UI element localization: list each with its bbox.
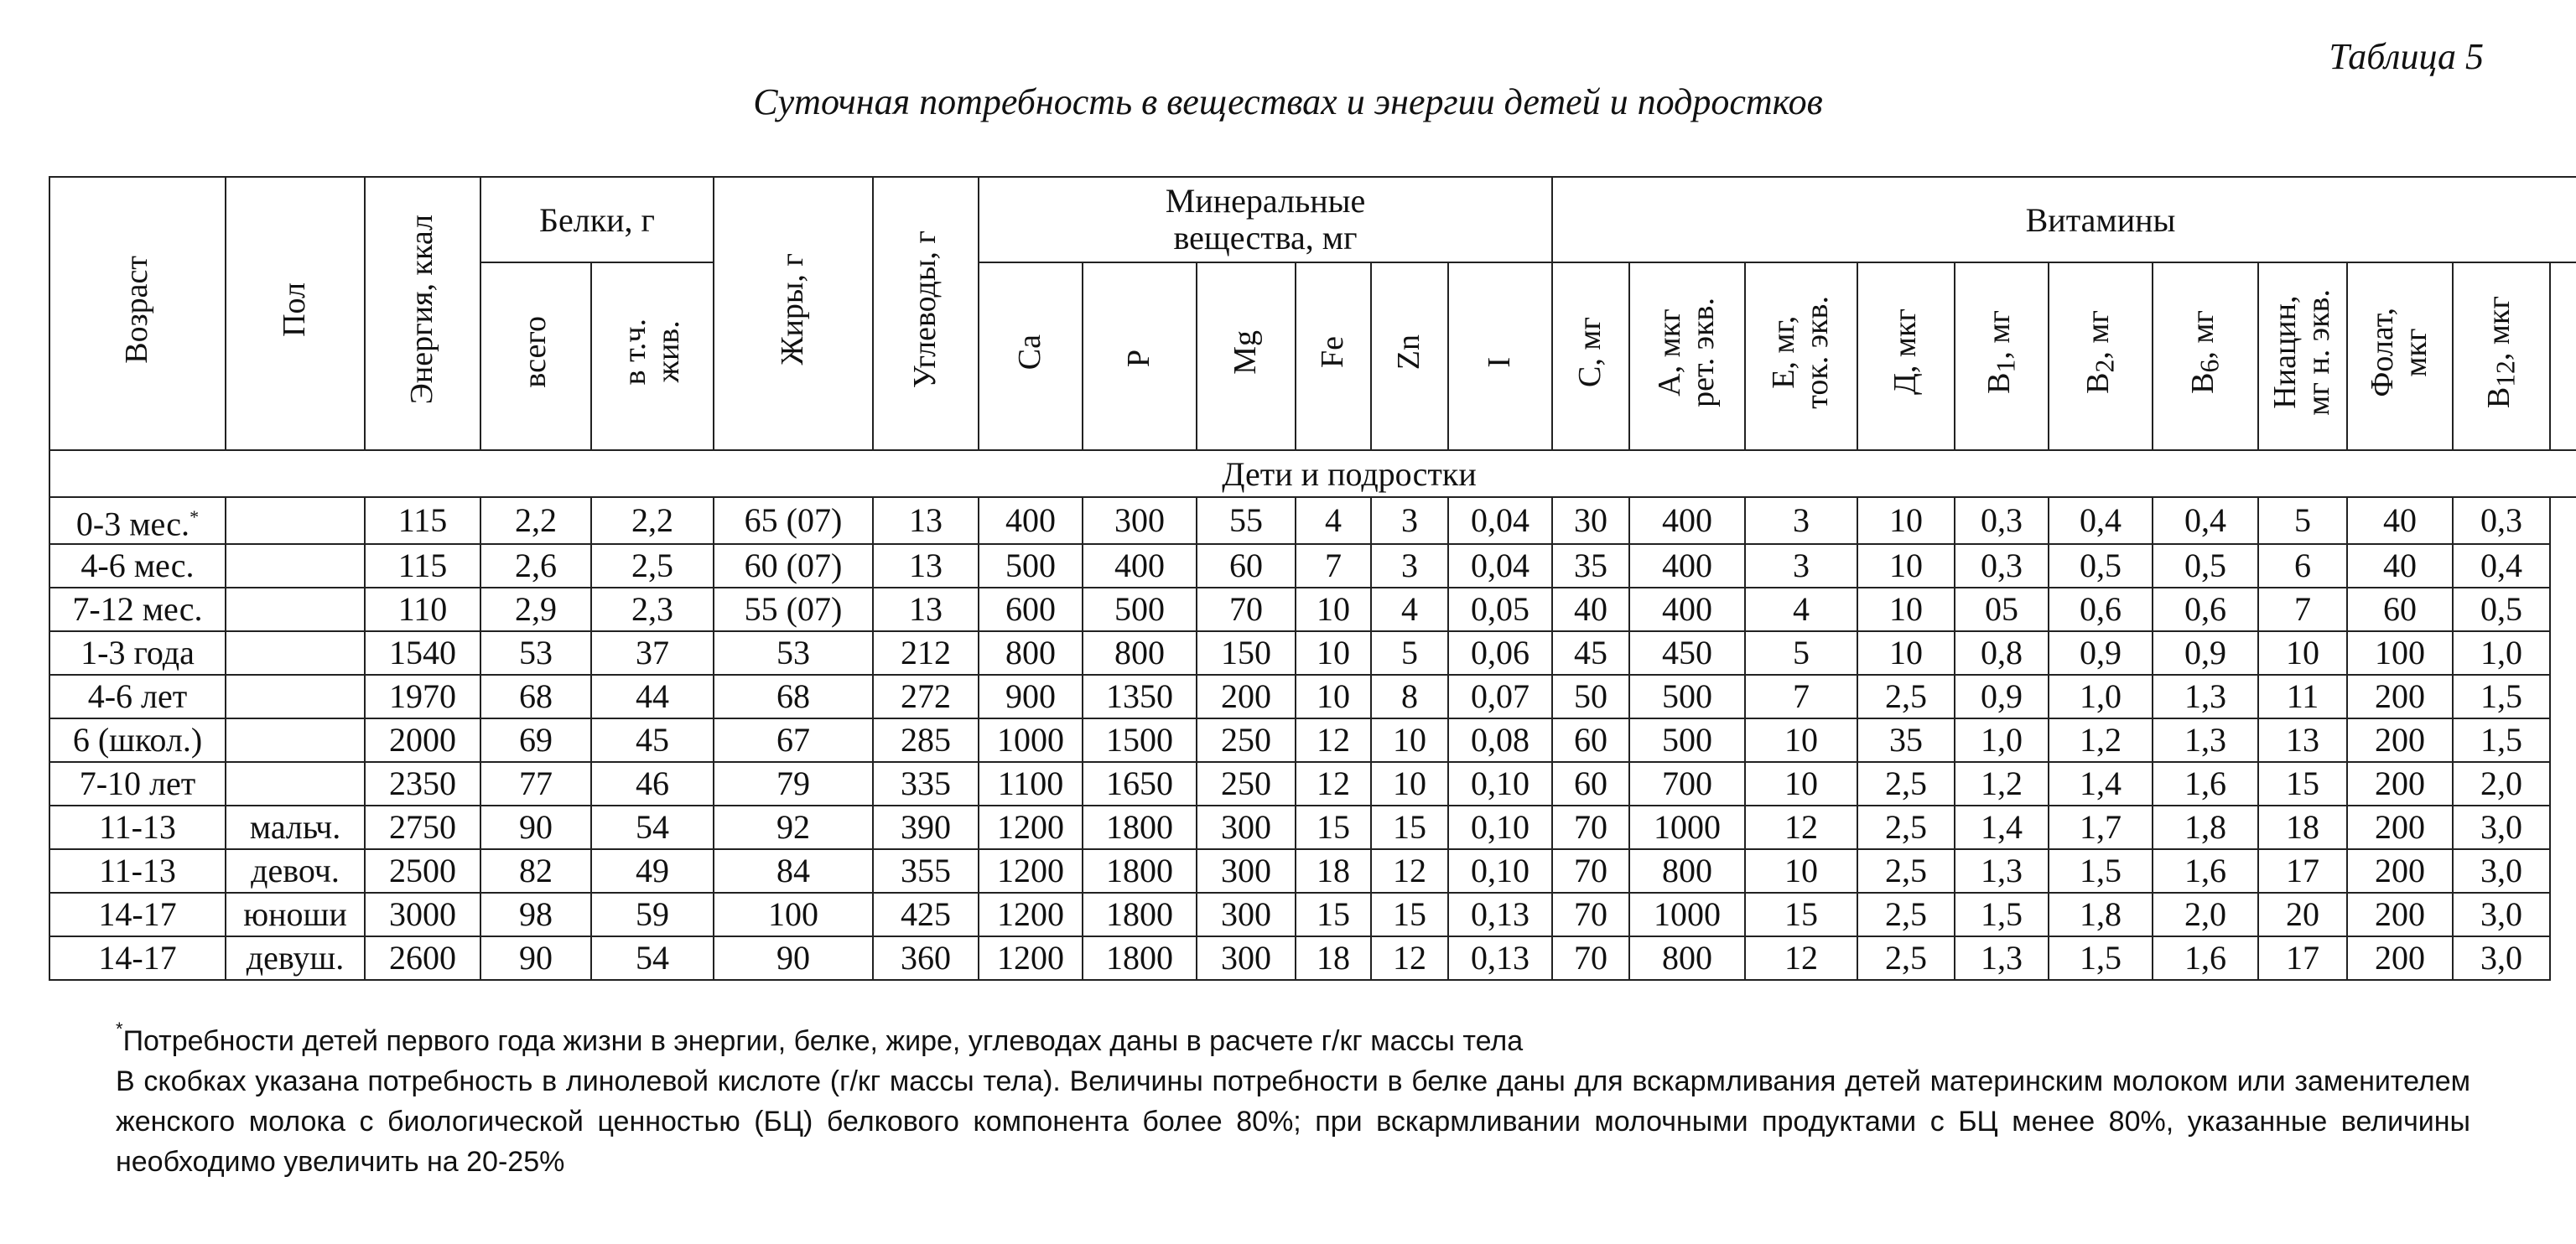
cell-e: 3 — [1745, 544, 1857, 588]
cell-zn: 10 — [1371, 762, 1448, 806]
cell-mg: 250 — [1197, 762, 1296, 806]
header-mg: Mg — [1197, 262, 1296, 450]
cell-b12: 3,0 — [2453, 893, 2550, 936]
cell-b6: 1,6 — [2153, 762, 2258, 806]
cell-niacin: 17 — [2258, 849, 2347, 893]
cell-carb: 425 — [873, 893, 979, 936]
cell-a: 500 — [1629, 718, 1745, 762]
cell-energy: 1540 — [365, 631, 480, 675]
cell-a: 1000 — [1629, 806, 1745, 849]
cell-e: 4 — [1745, 588, 1857, 631]
cell-i: 0,10 — [1448, 762, 1552, 806]
cell-zn: 15 — [1371, 806, 1448, 849]
cell-b2: 0,5 — [2049, 544, 2153, 588]
cell-folate: 40 — [2347, 544, 2453, 588]
cell-b12: 3,0 — [2453, 936, 2550, 980]
cell-a: 400 — [1629, 588, 1745, 631]
cell-b1: 1,0 — [1955, 718, 2049, 762]
table-row — [49, 936, 2576, 980]
cell-sex — [226, 631, 365, 675]
cell-carb: 355 — [873, 849, 979, 893]
cell-e: 10 — [1745, 718, 1857, 762]
footnote-line-1: *Потребности детей первого года жизни в энергии, белке, жире, углеводах даны в расчете г/кг массы тела — [116, 1019, 1524, 1057]
cell-energy: 115 — [365, 497, 480, 544]
cell-b1: 1,4 — [1955, 806, 2049, 849]
cell-a: 500 — [1629, 675, 1745, 718]
cell-b1: 0,3 — [1955, 497, 2049, 544]
cell-mg: 250 — [1197, 718, 1296, 762]
cell-fat: 90 — [714, 936, 873, 980]
header-vit-d: Д, мкг — [1857, 262, 1955, 450]
table-row — [49, 762, 2576, 806]
cell-b6: 1,6 — [2153, 936, 2258, 980]
cell-fat: 68 — [714, 675, 873, 718]
cell-zn: 12 — [1371, 849, 1448, 893]
cell-sex — [226, 718, 365, 762]
cell-energy: 1970 — [365, 675, 480, 718]
table-title: Суточная потребность в веществах и энергии детей и подростков — [753, 81, 1823, 122]
cell-b2: 1,5 — [2049, 936, 2153, 980]
table-caption: Таблица 5 — [2329, 36, 2484, 77]
cell-c: 70 — [1552, 936, 1629, 980]
cell-b12: 0,4 — [2453, 544, 2550, 588]
cell-carb: 360 — [873, 936, 979, 980]
cell-ca: 400 — [979, 497, 1083, 544]
table-row — [49, 806, 2576, 849]
cell-mg: 300 — [1197, 849, 1296, 893]
cell-fe: 18 — [1296, 849, 1371, 893]
header-sex: Пол — [226, 177, 365, 450]
cell-carb: 272 — [873, 675, 979, 718]
cell-prot: 68 — [480, 675, 591, 718]
cell-carb: 390 — [873, 806, 979, 849]
header-protein-animal: в т.ч. жив. — [591, 262, 714, 450]
cell-zn: 5 — [1371, 631, 1448, 675]
cell-age: 14-17 — [49, 893, 226, 936]
cell-b6: 0,6 — [2153, 588, 2258, 631]
cell-folate: 200 — [2347, 936, 2453, 980]
cell-d: 10 — [1857, 497, 1955, 544]
cell-sex: девуш. — [226, 936, 365, 980]
header-energy: Энергия, ккал — [365, 177, 480, 450]
cell-d: 2,5 — [1857, 849, 1955, 893]
header-p: P — [1083, 262, 1197, 450]
cell-energy: 2350 — [365, 762, 480, 806]
cell-p: 1800 — [1083, 893, 1197, 936]
cell-niacin: 15 — [2258, 762, 2347, 806]
cell-carb: 13 — [873, 544, 979, 588]
cell-fe: 10 — [1296, 675, 1371, 718]
cell-folate: 100 — [2347, 631, 2453, 675]
cell-b6: 2,0 — [2153, 893, 2258, 936]
cell-mg: 150 — [1197, 631, 1296, 675]
cell-i: 0,13 — [1448, 893, 1552, 936]
cell-b2: 0,9 — [2049, 631, 2153, 675]
cell-prot: 2,2 — [480, 497, 591, 544]
cell-age: 1-3 года — [49, 631, 226, 675]
cell-prot-an: 59 — [591, 893, 714, 936]
cell-fat: 100 — [714, 893, 873, 936]
cell-carb: 285 — [873, 718, 979, 762]
cell-energy: 2750 — [365, 806, 480, 849]
cell-niacin: 7 — [2258, 588, 2347, 631]
cell-b1: 0,9 — [1955, 675, 2049, 718]
cell-prot-an: 37 — [591, 631, 714, 675]
cell-prot-an: 54 — [591, 936, 714, 980]
header-i: I — [1448, 262, 1552, 450]
cell-b1: 1,3 — [1955, 936, 2049, 980]
cell-a: 400 — [1629, 544, 1745, 588]
cell-age: 4-6 лет — [49, 675, 226, 718]
cell-i: 0,05 — [1448, 588, 1552, 631]
cell-fat: 65 (07) — [714, 497, 873, 544]
cell-fe: 10 — [1296, 631, 1371, 675]
cell-fe: 18 — [1296, 936, 1371, 980]
header-vit-b6: $В_6$, мг — [2153, 262, 2258, 450]
cell-ca: 600 — [979, 588, 1083, 631]
cell-a: 400 — [1629, 497, 1745, 544]
cell-fat: 55 (07) — [714, 588, 873, 631]
cell-i: 0,10 — [1448, 849, 1552, 893]
cell-sex — [226, 675, 365, 718]
cell-ca: 1200 — [979, 936, 1083, 980]
cell-age: 0-3 мес.* — [49, 497, 226, 544]
cell-niacin: 20 — [2258, 893, 2347, 936]
cell-prot-an: 2,5 — [591, 544, 714, 588]
cell-p: 1350 — [1083, 675, 1197, 718]
cell-p: 400 — [1083, 544, 1197, 588]
cell-energy: 2600 — [365, 936, 480, 980]
cell-b1: 0,8 — [1955, 631, 2049, 675]
cell-a: 700 — [1629, 762, 1745, 806]
cell-ca: 1200 — [979, 893, 1083, 936]
cell-e: 12 — [1745, 936, 1857, 980]
cell-prot: 77 — [480, 762, 591, 806]
header-protein-total: всего — [480, 262, 591, 450]
cell-ca: 500 — [979, 544, 1083, 588]
cell-b1: 1,2 — [1955, 762, 2049, 806]
cell-c: 35 — [1552, 544, 1629, 588]
cell-b1: 05 — [1955, 588, 2049, 631]
cell-age: 7-10 лет — [49, 762, 226, 806]
cell-mg: 300 — [1197, 806, 1296, 849]
cell-prot-an: 45 — [591, 718, 714, 762]
cell-b1: 1,3 — [1955, 849, 2049, 893]
cell-niacin: 5 — [2258, 497, 2347, 544]
cell-prot: 82 — [480, 849, 591, 893]
cell-fat: 67 — [714, 718, 873, 762]
cell-p: 500 — [1083, 588, 1197, 631]
cell-fe: 12 — [1296, 762, 1371, 806]
cell-fe: 10 — [1296, 588, 1371, 631]
table-row — [49, 675, 2576, 718]
cell-zn: 3 — [1371, 544, 1448, 588]
cell-ca: 1200 — [979, 806, 1083, 849]
cell-folate: 60 — [2347, 588, 2453, 631]
cell-mg: 300 — [1197, 893, 1296, 936]
cell-mg: 200 — [1197, 675, 1296, 718]
cell-age: 14-17 — [49, 936, 226, 980]
cell-a: 800 — [1629, 849, 1745, 893]
cell-i: 0,04 — [1448, 497, 1552, 544]
cell-prot-an: 49 — [591, 849, 714, 893]
cell-energy: 2000 — [365, 718, 480, 762]
cell-fe: 12 — [1296, 718, 1371, 762]
cell-folate: 200 — [2347, 675, 2453, 718]
cell-p: 1800 — [1083, 936, 1197, 980]
cell-ca: 1100 — [979, 762, 1083, 806]
cell-b6: 0,5 — [2153, 544, 2258, 588]
footnote — [116, 1021, 2470, 1182]
cell-sex: девоч. — [226, 849, 365, 893]
cell-sex — [226, 544, 365, 588]
cell-fat: 79 — [714, 762, 873, 806]
cell-prot-an: 44 — [591, 675, 714, 718]
cell-age: 6 (школ.) — [49, 718, 226, 762]
cell-b6: 1,6 — [2153, 849, 2258, 893]
cell-e: 12 — [1745, 806, 1857, 849]
cell-folate: 40 — [2347, 497, 2453, 544]
cell-niacin: 11 — [2258, 675, 2347, 718]
header-vit-c: С, мг — [1552, 262, 1629, 450]
table-row — [49, 588, 2576, 631]
cell-niacin: 6 — [2258, 544, 2347, 588]
cell-fe: 15 — [1296, 893, 1371, 936]
cell-b1: 0,3 — [1955, 544, 2049, 588]
cell-prot-an: 46 — [591, 762, 714, 806]
cell-sex: юноши — [226, 893, 365, 936]
cell-folate: 200 — [2347, 849, 2453, 893]
cell-b12: 1,0 — [2453, 631, 2550, 675]
cell-a: 450 — [1629, 631, 1745, 675]
header-vit-b1: $В_1$, мг — [1955, 262, 2049, 450]
cell-fat: 60 (07) — [714, 544, 873, 588]
header-vitamins-group: Витамины — [1552, 177, 2576, 262]
cell-d: 2,5 — [1857, 762, 1955, 806]
cell-c: 30 — [1552, 497, 1629, 544]
header-protein-group: Белки, г — [480, 177, 714, 262]
cell-b12: 1,5 — [2453, 718, 2550, 762]
cell-b1: 1,5 — [1955, 893, 2049, 936]
cell-fe: 15 — [1296, 806, 1371, 849]
cell-folate: 200 — [2347, 762, 2453, 806]
cell-fat: 53 — [714, 631, 873, 675]
cell-p: 800 — [1083, 631, 1197, 675]
cell-e: 10 — [1745, 849, 1857, 893]
header-vit-e: Е, мг, ток. экв. — [1745, 262, 1857, 450]
cell-b2: 1,8 — [2049, 893, 2153, 936]
cell-fat: 92 — [714, 806, 873, 849]
cell-fe: 4 — [1296, 497, 1371, 544]
cell-b12: 3,0 — [2453, 849, 2550, 893]
header-age: Возраст — [49, 177, 226, 450]
cell-b12: 0,5 — [2453, 588, 2550, 631]
table-row — [49, 631, 2576, 675]
cell-i: 0,08 — [1448, 718, 1552, 762]
cell-c: 70 — [1552, 893, 1629, 936]
header-vit-b2: $В_2$, мг — [2049, 262, 2153, 450]
cell-b12: 1,5 — [2453, 675, 2550, 718]
cell-prot: 90 — [480, 936, 591, 980]
table-row — [49, 893, 2576, 936]
cell-folate: 200 — [2347, 718, 2453, 762]
cell-c: 45 — [1552, 631, 1629, 675]
cell-energy: 110 — [365, 588, 480, 631]
cell-prot-an: 2,3 — [591, 588, 714, 631]
cell-b6: 1,3 — [2153, 718, 2258, 762]
cell-b12: 0,3 — [2453, 497, 2550, 544]
cell-i: 0,13 — [1448, 936, 1552, 980]
cell-ca: 1000 — [979, 718, 1083, 762]
cell-p: 1800 — [1083, 806, 1197, 849]
table-row — [49, 718, 2576, 762]
cell-e: 15 — [1745, 893, 1857, 936]
header-zn: Zn — [1371, 262, 1448, 450]
cell-c: 60 — [1552, 762, 1629, 806]
cell-niacin: 17 — [2258, 936, 2347, 980]
cell-carb: 335 — [873, 762, 979, 806]
cell-b2: 0,4 — [2049, 497, 2153, 544]
cell-b2: 1,5 — [2049, 849, 2153, 893]
cell-age: 11-13 — [49, 849, 226, 893]
cell-e: 3 — [1745, 497, 1857, 544]
cell-carb: 13 — [873, 497, 979, 544]
cell-b2: 0,6 — [2049, 588, 2153, 631]
cell-d: 2,5 — [1857, 936, 1955, 980]
header-vit-b12: $В_{12}$, мкг — [2453, 262, 2550, 450]
section-label: Дети и подростки — [49, 450, 2576, 497]
cell-niacin: 13 — [2258, 718, 2347, 762]
cell-b2: 1,4 — [2049, 762, 2153, 806]
cell-d: 10 — [1857, 544, 1955, 588]
cell-mg: 60 — [1197, 544, 1296, 588]
header-carbs: Углеводы, г — [873, 177, 979, 450]
nutrition-table — [49, 176, 2576, 981]
cell-zn: 3 — [1371, 497, 1448, 544]
header-vit-a: А, мкг рет. экв. — [1629, 262, 1745, 450]
footnote-mark: * — [116, 1019, 123, 1039]
cell-b12: 3,0 — [2453, 806, 2550, 849]
cell-age: 7-12 мес. — [49, 588, 226, 631]
table-row — [49, 544, 2576, 588]
cell-b6: 1,8 — [2153, 806, 2258, 849]
cell-prot: 90 — [480, 806, 591, 849]
cell-a: 800 — [1629, 936, 1745, 980]
header-fe: Fe — [1296, 262, 1371, 450]
cell-fe: 7 — [1296, 544, 1371, 588]
cell-d: 2,5 — [1857, 806, 1955, 849]
cell-a: 1000 — [1629, 893, 1745, 936]
cell-b2: 1,2 — [2049, 718, 2153, 762]
cell-c: 50 — [1552, 675, 1629, 718]
cell-b12: 2,0 — [2453, 762, 2550, 806]
cell-c: 70 — [1552, 849, 1629, 893]
cell-age: 4-6 мес. — [49, 544, 226, 588]
cell-p: 1650 — [1083, 762, 1197, 806]
cell-d: 10 — [1857, 588, 1955, 631]
cell-c: 40 — [1552, 588, 1629, 631]
cell-ca: 800 — [979, 631, 1083, 675]
header-folate: Фолат, мкг — [2347, 262, 2453, 450]
cell-prot: 2,6 — [480, 544, 591, 588]
cell-carb: 212 — [873, 631, 979, 675]
cell-ca: 1200 — [979, 849, 1083, 893]
cell-energy: 2500 — [365, 849, 480, 893]
cell-d: 35 — [1857, 718, 1955, 762]
header-ca: Ca — [979, 262, 1083, 450]
header-niacin: Ниацин, мг н. экв. — [2258, 262, 2347, 450]
cell-carb: 13 — [873, 588, 979, 631]
cell-prot-an: 54 — [591, 806, 714, 849]
cell-energy: 3000 — [365, 893, 480, 936]
cell-sex: мальч. — [226, 806, 365, 849]
cell-i: 0,07 — [1448, 675, 1552, 718]
cell-d: 10 — [1857, 631, 1955, 675]
cell-prot: 53 — [480, 631, 591, 675]
cell-b6: 0,4 — [2153, 497, 2258, 544]
cell-zn: 12 — [1371, 936, 1448, 980]
cell-zn: 4 — [1371, 588, 1448, 631]
cell-b6: 0,9 — [2153, 631, 2258, 675]
cell-b2: 1,0 — [2049, 675, 2153, 718]
cell-zn: 8 — [1371, 675, 1448, 718]
cell-c: 60 — [1552, 718, 1629, 762]
cell-i: 0,10 — [1448, 806, 1552, 849]
cell-fat: 84 — [714, 849, 873, 893]
cell-prot: 2,9 — [480, 588, 591, 631]
cell-age: 11-13 — [49, 806, 226, 849]
cell-prot: 98 — [480, 893, 591, 936]
cell-zn: 10 — [1371, 718, 1448, 762]
cell-niacin: 10 — [2258, 631, 2347, 675]
cell-prot-an: 2,2 — [591, 497, 714, 544]
cell-energy: 115 — [365, 544, 480, 588]
cell-p: 300 — [1083, 497, 1197, 544]
cell-niacin: 18 — [2258, 806, 2347, 849]
table-row — [49, 849, 2576, 893]
footnote-ref-mark: * — [190, 506, 200, 527]
cell-e: 7 — [1745, 675, 1857, 718]
cell-e: 5 — [1745, 631, 1857, 675]
cell-mg: 70 — [1197, 588, 1296, 631]
cell-p: 1500 — [1083, 718, 1197, 762]
cell-i: 0,04 — [1448, 544, 1552, 588]
cell-folate: 200 — [2347, 806, 2453, 849]
header-minerals-group: Минеральные вещества, мг — [979, 177, 1552, 262]
cell-mg: 55 — [1197, 497, 1296, 544]
cell-d: 2,5 — [1857, 675, 1955, 718]
cell-folate: 200 — [2347, 893, 2453, 936]
cell-p: 1800 — [1083, 849, 1197, 893]
cell-c: 70 — [1552, 806, 1629, 849]
cell-b2: 1,7 — [2049, 806, 2153, 849]
header-fat: Жиры, г — [714, 177, 873, 450]
cell-prot: 69 — [480, 718, 591, 762]
cell-i: 0,06 — [1448, 631, 1552, 675]
footnote-line-2: В скобках указана потребность в линолевой кислоте (г/кг массы тела). Величины потребности в белке даны для вскармливания детей материнским молоком или заменителем женского молока с биологической ценностью (БЦ) белкового компонента более 80%; при вскармливании молочными продуктами с БЦ менее 80%, указанные величины необходимо увеличить на 20-25% — [116, 1065, 2470, 1178]
cell-zn: 15 — [1371, 893, 1448, 936]
cell-b6: 1,3 — [2153, 675, 2258, 718]
table-row — [49, 497, 2576, 544]
cell-sex — [226, 497, 365, 544]
cell-sex — [226, 762, 365, 806]
cell-d: 2,5 — [1857, 893, 1955, 936]
cell-mg: 300 — [1197, 936, 1296, 980]
cell-sex — [226, 588, 365, 631]
cell-e: 10 — [1745, 762, 1857, 806]
cell-ca: 900 — [979, 675, 1083, 718]
